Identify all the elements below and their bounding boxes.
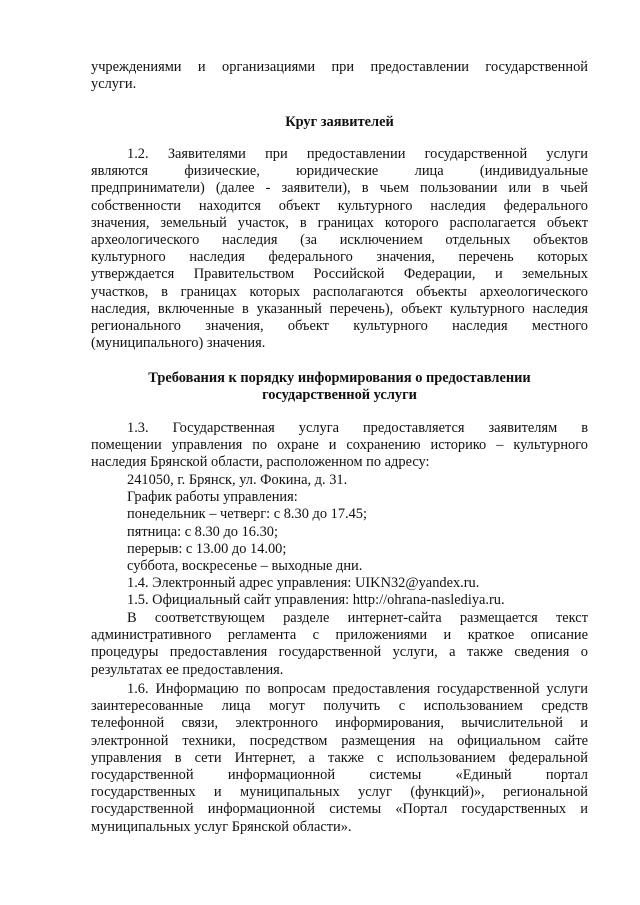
paragraph-1-6 [91,681,588,836]
paragraph-1-2 [91,146,588,352]
section-heading-applicants: Круг заявителей [285,114,394,130]
text-line: В соответствующем разделе интернет-сайта размещается текст [127,610,588,626]
text-line: участков, в границах которых располагаются объекты археологического [91,283,588,300]
text-line: управления в сети Интернет, а также с использованием федеральной [91,749,588,766]
text-line: телефонной связи, электронного информирования, вычислительной и [91,715,588,732]
text-line: административного регламента с приложениями и краткое описание [91,627,588,644]
text-line: процедуры предоставления государственной услуги, а также сведения о [91,644,588,661]
text-line: являются физические, юридические лица (индивидуальные [91,163,588,180]
text-line: 1.6. Информацию по вопросам предоставления государственной услуги [127,681,588,697]
text-line: утверждается Правительством Российской Федерации, и земельных [91,266,588,283]
website-line: 1.5. Официальный сайт управления: http://ohrana-naslediya.ru. [127,592,505,609]
text-line: муниципальных услуг Брянской области». [91,818,352,835]
schedule-fri: пятница: с 8.30 до 16.30; [127,523,278,540]
heading-line: государственной услуги [262,387,417,404]
text-line: значения, земельный участок, в границах которого располагается объект [91,214,588,231]
schedule-mon-thu: понедельник – четверг: с 8.30 до 17.45; [127,506,367,523]
address-line: 241050, г. Брянск, ул. Фокина, д. 31. [127,472,348,488]
text-line: учреждениями и организациями при предоставлении государственной [91,59,588,75]
text-line: (муниципального) значения. [91,335,266,352]
schedule-weekend: суббота, воскресенье – выходные дни. [127,558,363,575]
text-line: услуги. [91,76,137,93]
text-line: наследия Брянской области, расположенном по адресу: [91,454,430,471]
text-line: результатах ее предоставления. [91,661,284,678]
text-line: 1.2. Заявителями при предоставлении государственной услуги [127,146,588,162]
text-line: помещении управления по охране и сохранению историко – культурного [91,437,588,454]
address-and-schedule [91,472,588,610]
text-line: наследия, включенные в указанный перечень), объект культурного наследия [91,300,588,317]
text-line: заинтересованные лица могут получить с использованием средств [91,698,588,715]
text-line: государственной информационной системы «Портал государственных и [91,801,588,818]
text-line: 1.3. Государственная услуга предоставляется заявителям в [127,420,588,436]
text-line: государственной информационной системы «Единый портал [91,767,588,784]
paragraph-1-3 [91,420,588,472]
schedule-break: перерыв: с 13.00 до 14.00; [127,540,287,557]
email-line: 1.4. Электронный адрес управления: UIKN32@yandex.ru. [127,575,480,592]
text-line: предприниматели) (далее - заявители), в чьем пользовании или в чьей [91,180,588,197]
text-line: регионального значения, объект культурного наследия местного [91,318,588,335]
section-heading-informing [91,370,588,404]
paragraph-1-5-details [91,610,588,679]
text-line: собственности находится объект культурного наследия федерального [91,197,588,214]
schedule-title: График работы управления: [127,489,298,506]
text-line: государственных и муниципальных услуг (функций)», региональной [91,784,588,801]
heading-line: Требования к порядку информирования о предоставлении [148,370,531,386]
text-line: электронной техники, посредством размещения на официальном сайте [91,732,588,749]
text-line: культурного наследия федерального значения, перечень которых [91,249,588,266]
intro-paragraph [91,59,588,93]
text-line: археологического наследия (за исключением отдельных объектов [91,232,588,249]
